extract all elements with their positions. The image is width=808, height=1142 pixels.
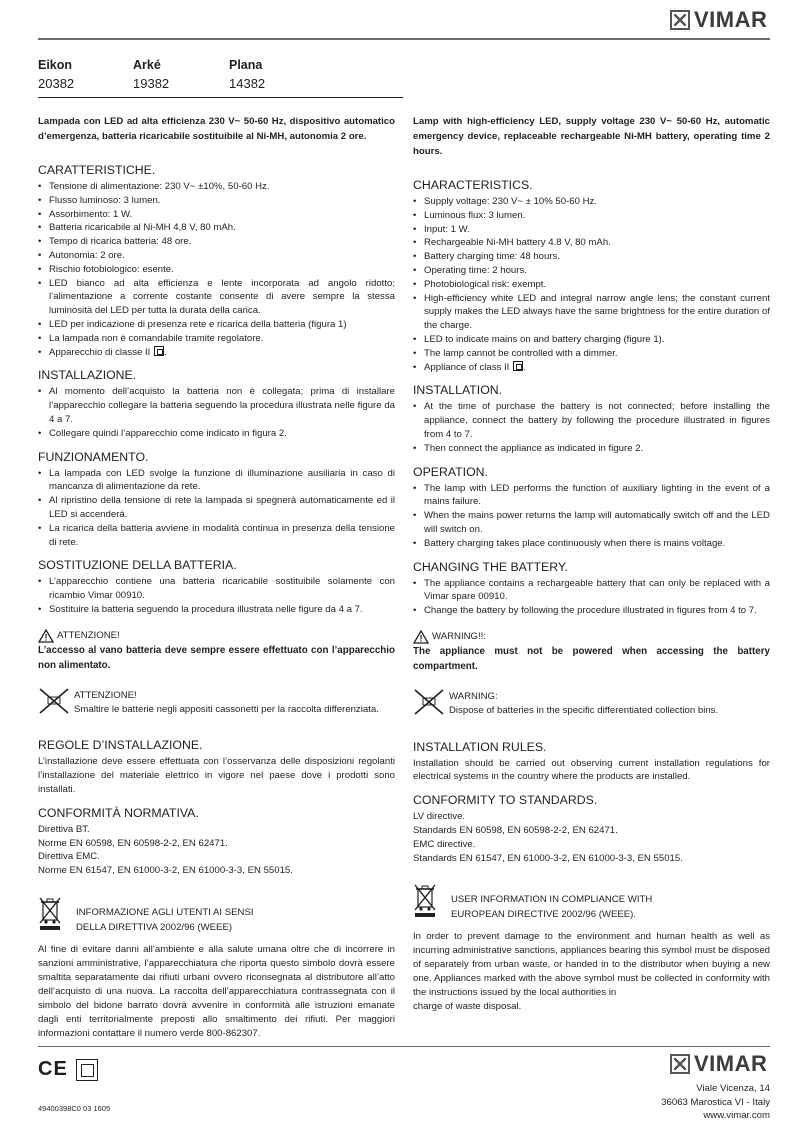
en-weee-body-1: In order to prevent damage to the environment and human health as well as incurring administrative sanctions, appliances bearing this symbol must be disposed of separately from urban waste, or handed in to the distributor when buying a new one. Appliances marked with the above symbol must be collected in conformity with the instructions issued by the local authorities in [413,931,770,999]
it-battery-disposal [38,687,395,717]
list-item: • Assorbimento: 1 W. [38,208,395,222]
class-ii-icon [513,361,523,371]
list-item: • Appliance of class II . [413,361,770,375]
en-warn-body: The appliance must not be powered when accessing the battery compartment. [413,645,770,672]
list-item: • Al ripristino della tensione di rete la lampada si spegnerà automaticamente ed il LED si accenderà. [38,494,395,522]
list-item: • Batteria ricaricabile al Ni-MH 4,8 V, 80 mAh. [38,221,395,235]
it-bin-body: Smaltire le batterie negli appositi cassonetti per la raccolta differenziata. [74,703,379,715]
list-item: • Photobiological risk: exempt. [413,278,770,292]
it-char-title: CARATTERISTICHE. [38,163,156,177]
vimar-logo-icon [670,1054,690,1074]
it-class-text: Apparecchio di classe II [49,346,151,358]
en-op-title: OPERATION. [413,464,488,479]
warning-triangle-icon [413,630,429,644]
crossed-battery-icon [413,688,445,716]
vimar-logo-footer [670,1051,768,1076]
document-reference: 49400398C0 03 1605 [38,1104,111,1113]
list-item: • Operating time: 2 hours. [413,264,770,278]
company-address [661,1082,770,1123]
footer-divider [38,1046,770,1047]
en-battery-disposal [413,688,770,718]
en-weee-head-1: USER INFORMATION IN COMPLIANCE WITH [451,894,653,906]
it-conformity [38,806,395,878]
en-installation [413,383,770,455]
code-value-plana: 14382 [229,76,266,91]
it-func-title: FUNZIONAMENTO. [38,449,149,464]
conf-line: Standards EN 61547, EN 61000-3-2, EN 61000-3-3, EN 55015. [413,852,683,864]
double-insulation-icon [76,1059,98,1081]
list-item: • Al momento dell’acquisto la batteria non è collegata; prima di installare l’apparecchio collegare la batteria seguendo la procedura illustrata nelle figure da 4 a 7. [38,385,395,426]
conf-line: EMC directive. [413,838,476,850]
en-weee-body-2: charge of waste disposal. [413,1001,522,1013]
conf-line: Norme EN 61547, EN 61000-3-2, EN 61000-3-3, EN 55015. [38,865,293,877]
en-rules-title: INSTALLATION RULES. [413,739,547,754]
it-installation [38,368,395,440]
list-item: • Flusso luminoso: 3 lumen. [38,194,395,208]
en-install-title: INSTALLATION. [413,383,503,398]
italian-column [38,114,395,1041]
code-header-arke: Arké [133,58,161,72]
list-item: • L’apparecchio contiene una batteria ricaricabile sostituibile solamente con ricambio Vimar 00910. [38,575,395,603]
brand-name: VIMAR [694,7,768,32]
conf-line: Standards EN 60598, EN 60598-2-2, EN 62471. [413,824,618,836]
it-weee-head-1: INFORMAZIONE AGLI UTENTI AI SENSI [76,906,254,918]
en-rules [413,740,770,785]
conf-line: Direttiva BT. [38,823,90,835]
list-item: • LED to indicate mains on and battery charging (figure 1). [413,333,770,347]
list-item: • LED per indicazione di presenza rete e ricarica della batteria (figura 1) [38,318,395,332]
list-item: • Luminous flux: 3 lumen. [413,209,770,223]
en-conf-title: CONFORMITY TO STANDARDS. [413,793,598,808]
brand-name: VIMAR [694,1051,768,1076]
en-battery [413,560,770,618]
code-header-plana: Plana [229,58,263,72]
list-item: • La lampada con LED svolge la funzione di illuminazione ausiliaria in caso di mancanza di alimentazione da rete. [38,467,395,495]
en-bin-body: Dispose of batteries in the specific differentiated collection bins. [449,704,719,716]
weee-bin-icon [413,883,437,917]
list-item: • Rechargeable Ni-MH battery 4.8 V, 80 mAh. [413,236,770,250]
list-item: • High-efficiency white LED and integral narrow angle lens; the constant current supply makes the LED always have the same brightness for the entire duration of the charge. [413,292,770,333]
code-header-eikon: Eikon [38,58,73,72]
list-item: • When the mains power returns the lamp will automatically switch off and the LED will switch on. [413,509,770,537]
it-battery [38,558,395,616]
crossed-battery-icon [38,687,70,715]
list-item: • Then connect the appliance as indicated in figure 2. [413,442,770,456]
it-install-title: INSTALLAZIONE. [38,368,137,383]
en-warn-head: WARNING!!: [432,631,487,643]
it-rules-body: L’installazione deve essere effettuata con l’osservanza delle disposizioni regolanti l’installazione del materiale elettrico in vigore nel paese dove i prodotti sono installati. [38,756,395,795]
en-batt-title: CHANGING THE BATTERY. [413,559,568,574]
list-item: • The lamp with LED performs the function of auxiliary lighting in the event of a mains failure. [413,482,770,510]
conf-line: LV directive. [413,811,466,823]
it-rules-title: REGOLE D’INSTALLAZIONE. [38,738,203,753]
it-weee-body: Al fine di evitare danni all’ambiente e alla salute umana oltre che di incorrere in sanzioni amministrative, l’apparecchiatura che riporta questo simbolo dovrà essere smaltita separatamente dai rifiuti urbani ovvero riconsegnata al distributore all’atto dell’acquisto di una nuova. La raccolta dell’apparecchiatura contrassegnata con il simbolo del bidone barrato dovrà avvenire in conformità alle istruzioni emanate dagli enti territorialmente preposti allo smaltimento dei rifiuti. Per maggiori informazioni contattare il numero verde 800-862307. [38,943,395,1039]
conf-line: Norme EN 60598, EN 60598-2-2, EN 62471. [38,837,228,849]
list-item: • Apparecchio di classe II . [38,346,395,360]
it-intro: Lampada con LED ad alta efficienza 230 V~ 50-60 Hz, dispositivo automatico d’emergenza, batteria ricaricabile sostituibile al Ni-MH, autonomia 2 ore. [38,116,395,142]
en-intro: Lamp with high-efficiency LED, supply voltage 230 V~ 50-60 Hz, automatic emergency device, replaceable rechargeable Ni-MH battery, operating time 2 hours. [413,116,770,157]
list-item: • Sostituire la batteria seguendo la procedura illustrata nelle figure da 4 a 7. [38,603,395,617]
en-char-title: CHARACTERISTICS. [413,178,533,192]
it-rules [38,738,395,796]
list-item: • Supply voltage: 230 V~ ± 10% 50-60 Hz. [413,195,770,209]
list-item: • Battery charging takes place continuously when there is mains voltage. [413,537,770,551]
certification-marks [38,1058,98,1081]
list-item: • La ricarica della batteria avviene in modalità continua in presenza della tensione di rete. [38,522,395,550]
en-weee-head-2: EUROPEAN DIRECTIVE 2002/96 (WEEE). [451,909,636,921]
en-warning [413,630,770,674]
vimar-logo-icon [670,10,690,30]
list-item: • LED bianco ad alta efficienza e lente incorporata ad angolo ridotto; l’alimentazione a corrente costante consente di avere sempre la stessa luminosità del LED per tutta la durata della carica. [38,277,395,318]
conf-line: Direttiva EMC. [38,851,100,863]
list-item: • Change the battery by following the procedure illustrated in figures from 4 to 7. [413,604,770,618]
address-street: Viale Vicenza, 14 [696,1083,770,1094]
list-item: • Tensione di alimentazione: 230 V~ ±10%, 50-60 Hz. [38,180,395,194]
list-item: • Autonomia: 2 ore. [38,249,395,263]
en-rules-body: Installation should be carried out observing current installation regulations for electrical systems in the country where the products are installed. [413,757,770,783]
code-value-arke: 19382 [133,76,170,91]
it-batt-title: SOSTITUZIONE DELLA BATTERIA. [38,558,237,573]
list-item: • Input: 1 W. [413,223,770,237]
it-warn-body: L’accesso al vano batteria deve sempre essere effettuato con l’apparecchio non alimentato. [38,644,395,671]
it-conf-title: CONFORMITÀ NORMATIVA. [38,805,199,820]
class-ii-icon [154,346,164,356]
address-website: www.vimar.com [703,1110,770,1121]
en-bin-head: WARNING: [449,690,498,702]
list-item: • Battery charging time: 48 hours. [413,250,770,264]
code-value-eikon: 20382 [38,76,75,91]
list-item: • The appliance contains a rechargeable battery that can only be replaced with a Vimar spare 00910. [413,577,770,605]
en-operation [413,465,770,551]
ce-mark: CE [38,1058,68,1080]
it-operation [38,450,395,550]
english-column [413,114,770,1014]
list-item: • The lamp cannot be controlled with a dimmer. [413,347,770,361]
header-divider [38,38,770,40]
list-item: • Collegare quindi l’apparecchio come indicato in figura 2. [38,427,395,441]
address-city: 36063 Marostica VI - Italy [661,1096,770,1108]
warning-triangle-icon [38,629,54,643]
it-warning [38,629,395,673]
it-bin-head: ATTENZIONE! [74,689,137,701]
weee-bin-icon [38,896,62,930]
vimar-logo [670,7,768,32]
list-item: • At the time of purchase the battery is not connected; before installing the appliance, connect the battery by following the procedure illustrated in figures from 4 to 7. [413,400,770,441]
list-item: • La lampada non è comandabile tramite regolatore. [38,332,395,346]
en-conformity [413,793,770,865]
it-weee-heading [38,896,395,935]
it-weee-head-2: DELLA DIRETTIVA 2002/96 (WEEE) [76,921,233,933]
product-codes [38,58,329,91]
it-warn-head: ATTENZIONE! [57,629,120,641]
list-item: • Rischio fotobiologico: esente. [38,263,395,277]
en-characteristics [413,178,770,374]
list-item: • Tempo di ricarica batteria: 48 ore. [38,235,395,249]
en-weee-heading [413,883,770,922]
codes-divider [38,97,403,98]
en-class-text: Appliance of class II [424,361,510,373]
it-characteristics [38,163,395,359]
